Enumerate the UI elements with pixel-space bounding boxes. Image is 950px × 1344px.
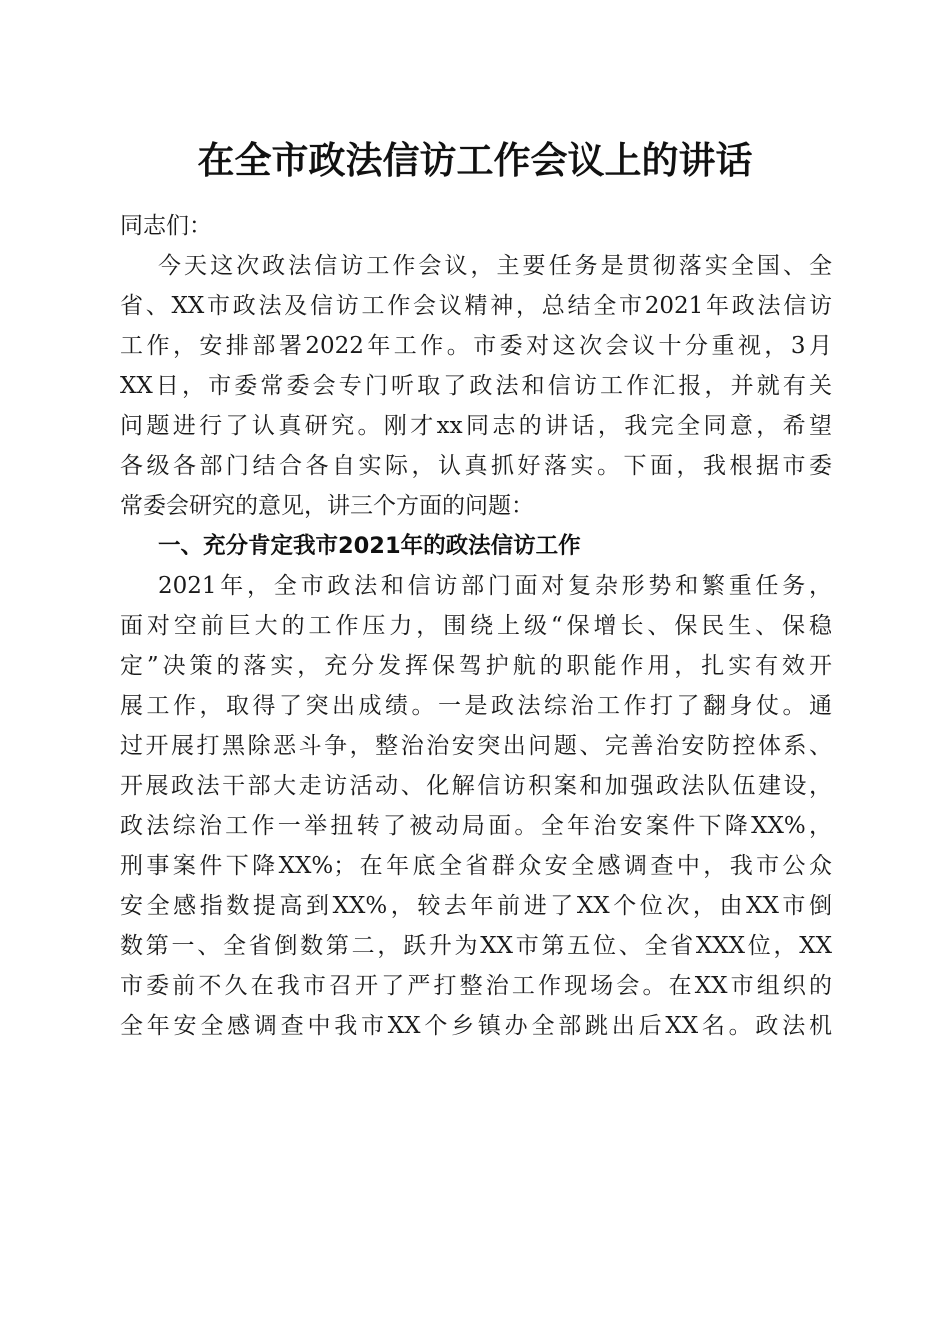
document-body xyxy=(120,206,832,1046)
paragraph-line: 今天这次政法信访工作会议，主要任务是贯彻落实全国、全 xyxy=(158,253,832,279)
section-heading: 一、充分肯定我市2021年的政法信访工作 xyxy=(158,533,581,559)
paragraph-line: 省、XX市政法及信访工作会议精神，总结全市2021年政法信访 xyxy=(120,293,832,319)
paragraph-line: 展工作，取得了突出成绩。一是政法综治工作打了翻身仗。通 xyxy=(120,693,832,719)
paragraph-line: 过开展打黑除恶斗争，整治治安突出问题、完善治安防控体系、 xyxy=(120,733,832,759)
paragraph-line: 问题进行了认真研究。刚才xx同志的讲话，我完全同意，希望 xyxy=(120,413,832,439)
paragraph-line: 全年安全感调查中我市XX个乡镇办全部跳出后XX名。政法机 xyxy=(120,1013,832,1039)
paragraph-line: 面对空前巨大的工作压力，围绕上级“保增长、保民生、保稳 xyxy=(120,613,832,639)
paragraph-line: 安全感指数提高到XX%，较去年前进了XX个位次，由XX市倒 xyxy=(120,893,832,919)
document-title: 在全市政法信访工作会议上的讲话 xyxy=(197,138,753,182)
paragraph-line: XX日，市委常委会专门听取了政法和信访工作汇报，并就有关 xyxy=(120,373,832,399)
salutation-line: 同志们： xyxy=(120,213,212,239)
paragraph-line: 政法综治工作一举扭转了被动局面。全年治安案件下降XX%， xyxy=(120,813,832,839)
paragraph-line: 市委前不久在我市召开了严打整治工作现场会。在XX市组织的 xyxy=(120,973,832,999)
paragraph-line: 常委会研究的意见，讲三个方面的问题： xyxy=(120,493,534,519)
paragraph-line: 定”决策的落实，充分发挥保驾护航的职能作用，扎实有效开 xyxy=(120,653,832,679)
paragraph-line: 开展政法干部大走访活动、化解信访积案和加强政法队伍建设， xyxy=(120,773,832,799)
paragraph-line: 工作，安排部署2022年工作。市委对这次会议十分重视，3月 xyxy=(120,333,832,359)
paragraph-line: 各级各部门结合各自实际，认真抓好落实。下面，我根据市委 xyxy=(120,453,832,479)
paragraph-line: 2021年，全市政法和信访部门面对复杂形势和繁重任务， xyxy=(158,573,832,599)
paragraph-line: 数第一、全省倒数第二，跃升为XX市第五位、全省XXX位，XX xyxy=(120,933,832,959)
paragraph-line: 刑事案件下降XX%；在年底全省群众安全感调查中，我市公众 xyxy=(120,853,832,879)
